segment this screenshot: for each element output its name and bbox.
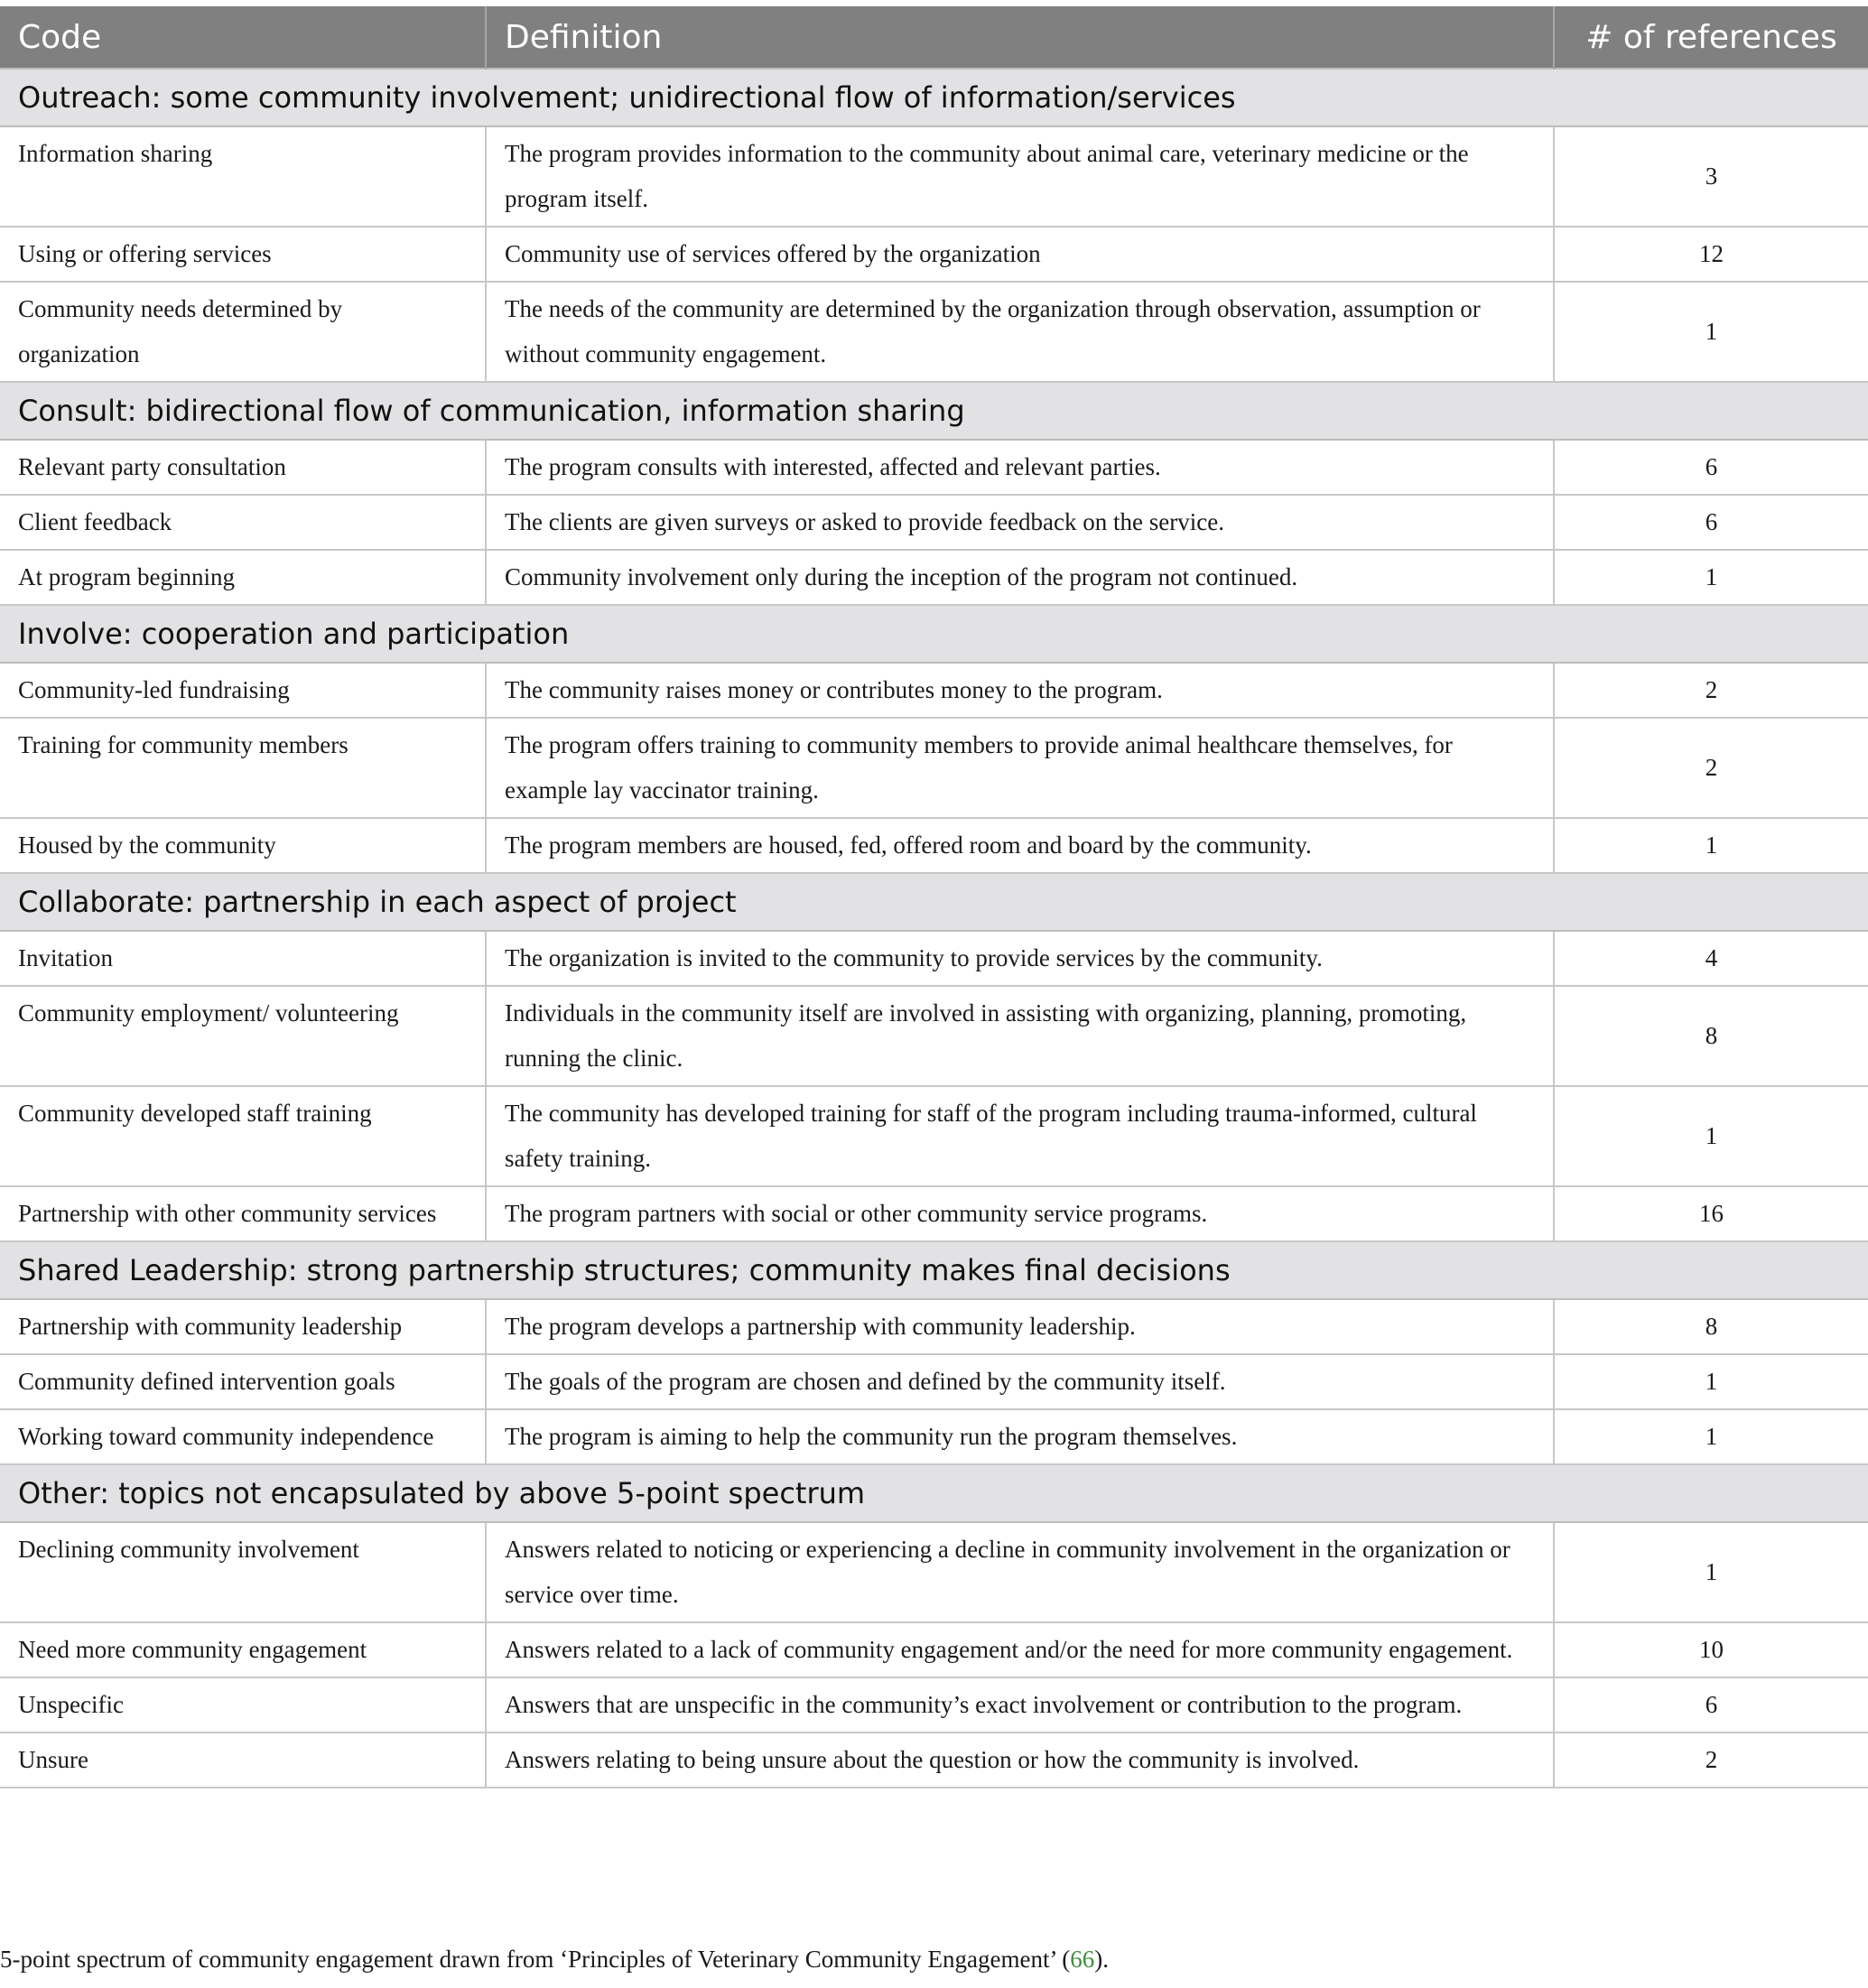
table-caption bbox=[0, 1946, 1109, 1974]
header-row bbox=[0, 6, 1868, 69]
references-cell: 16 bbox=[1554, 1186, 1868, 1241]
section-header-row bbox=[0, 1464, 1868, 1522]
table-row bbox=[0, 1522, 1868, 1622]
table-row bbox=[0, 1733, 1868, 1788]
header-references: # of references bbox=[1554, 6, 1868, 69]
table-row bbox=[0, 1186, 1868, 1241]
references-cell: 1 bbox=[1554, 1409, 1868, 1464]
table-row bbox=[0, 663, 1868, 718]
section-header-row bbox=[0, 69, 1868, 126]
code-cell: Invitation bbox=[0, 931, 486, 986]
code-cell: Training for community members bbox=[0, 718, 486, 818]
table-body bbox=[0, 69, 1868, 1788]
section-title: Consult: bidirectional flow of communication, information sharing bbox=[0, 382, 1868, 440]
caption-text: 5-point spectrum of community engagement drawn from ‘Principles of Veterinary Community Engagement’ ( bbox=[0, 1946, 1071, 1973]
header-definition: Definition bbox=[486, 6, 1554, 69]
table-row bbox=[0, 126, 1868, 227]
table-row bbox=[0, 1299, 1868, 1354]
references-cell: 8 bbox=[1554, 986, 1868, 1086]
definition-cell: The program provides information to the community about animal care, veterinary medicine or the program itself. bbox=[486, 126, 1554, 227]
header-code: Code bbox=[0, 6, 486, 69]
code-cell: Relevant party consultation bbox=[0, 440, 486, 495]
code-cell: Community needs determined by organization bbox=[0, 282, 486, 382]
code-cell: Partnership with community leadership bbox=[0, 1299, 486, 1354]
code-cell: Client feedback bbox=[0, 495, 486, 550]
references-cell: 6 bbox=[1554, 495, 1868, 550]
references-cell: 8 bbox=[1554, 1299, 1868, 1354]
definition-cell: The community raises money or contributes money to the program. bbox=[486, 663, 1554, 718]
references-cell: 2 bbox=[1554, 718, 1868, 818]
definition-cell: The program partners with social or other community service programs. bbox=[486, 1186, 1554, 1241]
references-cell: 2 bbox=[1554, 1733, 1868, 1788]
section-title: Other: topics not encapsulated by above 5-point spectrum bbox=[0, 1464, 1868, 1522]
code-cell: Information sharing bbox=[0, 126, 486, 227]
engagement-table-container bbox=[0, 6, 1868, 1788]
definition-cell: Community involvement only during the inception of the program not continued. bbox=[486, 550, 1554, 605]
references-cell: 1 bbox=[1554, 1522, 1868, 1622]
section-title: Outreach: some community involvement; unidirectional flow of information/services bbox=[0, 69, 1868, 126]
table-row bbox=[0, 1354, 1868, 1409]
section-header-row bbox=[0, 1241, 1868, 1299]
references-cell: 4 bbox=[1554, 931, 1868, 986]
code-cell: Community developed staff training bbox=[0, 1086, 486, 1186]
references-cell: 6 bbox=[1554, 440, 1868, 495]
definition-cell: The clients are given surveys or asked to provide feedback on the service. bbox=[486, 495, 1554, 550]
engagement-codes-table bbox=[0, 6, 1868, 1788]
code-cell: Declining community involvement bbox=[0, 1522, 486, 1622]
code-cell: Unspecific bbox=[0, 1677, 486, 1733]
definition-cell: The program is aiming to help the community run the program themselves. bbox=[486, 1409, 1554, 1464]
code-cell: At program beginning bbox=[0, 550, 486, 605]
table-row bbox=[0, 986, 1868, 1086]
code-cell: Need more community engagement bbox=[0, 1622, 486, 1677]
definition-cell: The program members are housed, fed, offered room and board by the community. bbox=[486, 818, 1554, 873]
references-cell: 1 bbox=[1554, 818, 1868, 873]
table-row bbox=[0, 227, 1868, 282]
references-cell: 1 bbox=[1554, 1086, 1868, 1186]
table-row bbox=[0, 495, 1868, 550]
table-row bbox=[0, 931, 1868, 986]
section-title: Shared Leadership: strong partnership structures; community makes final decisions bbox=[0, 1241, 1868, 1299]
code-cell: Community defined intervention goals bbox=[0, 1354, 486, 1409]
code-cell: Community employment/ volunteering bbox=[0, 986, 486, 1086]
definition-cell: Answers related to noticing or experiencing a decline in community involvement in the organization or service over time. bbox=[486, 1522, 1554, 1622]
references-cell: 1 bbox=[1554, 550, 1868, 605]
code-cell: Working toward community independence bbox=[0, 1409, 486, 1464]
definition-cell: The program develops a partnership with community leadership. bbox=[486, 1299, 1554, 1354]
table-row bbox=[0, 718, 1868, 818]
definition-cell: Individuals in the community itself are involved in assisting with organizing, planning, promoting, running the clinic. bbox=[486, 986, 1554, 1086]
table-row bbox=[0, 1622, 1868, 1677]
section-header-row bbox=[0, 605, 1868, 663]
table-row bbox=[0, 1409, 1868, 1464]
definition-cell: The goals of the program are chosen and defined by the community itself. bbox=[486, 1354, 1554, 1409]
code-cell: Housed by the community bbox=[0, 818, 486, 873]
table-header bbox=[0, 6, 1868, 69]
table-row bbox=[0, 282, 1868, 382]
table-row bbox=[0, 1086, 1868, 1186]
code-cell: Partnership with other community services bbox=[0, 1186, 486, 1241]
definition-cell: The community has developed training for staff of the program including trauma-informed, cultural safety training. bbox=[486, 1086, 1554, 1186]
definition-cell: The program consults with interested, affected and relevant parties. bbox=[486, 440, 1554, 495]
section-header-row bbox=[0, 873, 1868, 931]
references-cell: 3 bbox=[1554, 126, 1868, 227]
section-header-row bbox=[0, 382, 1868, 440]
reference-link[interactable]: 66 bbox=[1070, 1946, 1095, 1973]
code-cell: Community-led fundraising bbox=[0, 663, 486, 718]
definition-cell: The needs of the community are determined by the organization through observation, assumption or without community engagement. bbox=[486, 282, 1554, 382]
table-row bbox=[0, 818, 1868, 873]
table-row bbox=[0, 1677, 1868, 1733]
definition-cell: Community use of services offered by the organization bbox=[486, 227, 1554, 282]
references-cell: 12 bbox=[1554, 227, 1868, 282]
section-title: Involve: cooperation and participation bbox=[0, 605, 1868, 663]
definition-cell: The program offers training to community members to provide animal healthcare themselves, for example lay vaccinator training. bbox=[486, 718, 1554, 818]
definition-cell: The organization is invited to the community to provide services by the community. bbox=[486, 931, 1554, 986]
definition-cell: Answers related to a lack of community engagement and/or the need for more community engagement. bbox=[486, 1622, 1554, 1677]
definition-cell: Answers relating to being unsure about the question or how the community is involved. bbox=[486, 1733, 1554, 1788]
references-cell: 6 bbox=[1554, 1677, 1868, 1733]
references-cell: 1 bbox=[1554, 1354, 1868, 1409]
section-title: Collaborate: partnership in each aspect of project bbox=[0, 873, 1868, 931]
code-cell: Using or offering services bbox=[0, 227, 486, 282]
references-cell: 10 bbox=[1554, 1622, 1868, 1677]
references-cell: 2 bbox=[1554, 663, 1868, 718]
caption-text-end: ). bbox=[1094, 1946, 1109, 1973]
references-cell: 1 bbox=[1554, 282, 1868, 382]
table-row bbox=[0, 550, 1868, 605]
code-cell: Unsure bbox=[0, 1733, 486, 1788]
definition-cell: Answers that are unspecific in the community’s exact involvement or contribution to the program. bbox=[486, 1677, 1554, 1733]
table-row bbox=[0, 440, 1868, 495]
